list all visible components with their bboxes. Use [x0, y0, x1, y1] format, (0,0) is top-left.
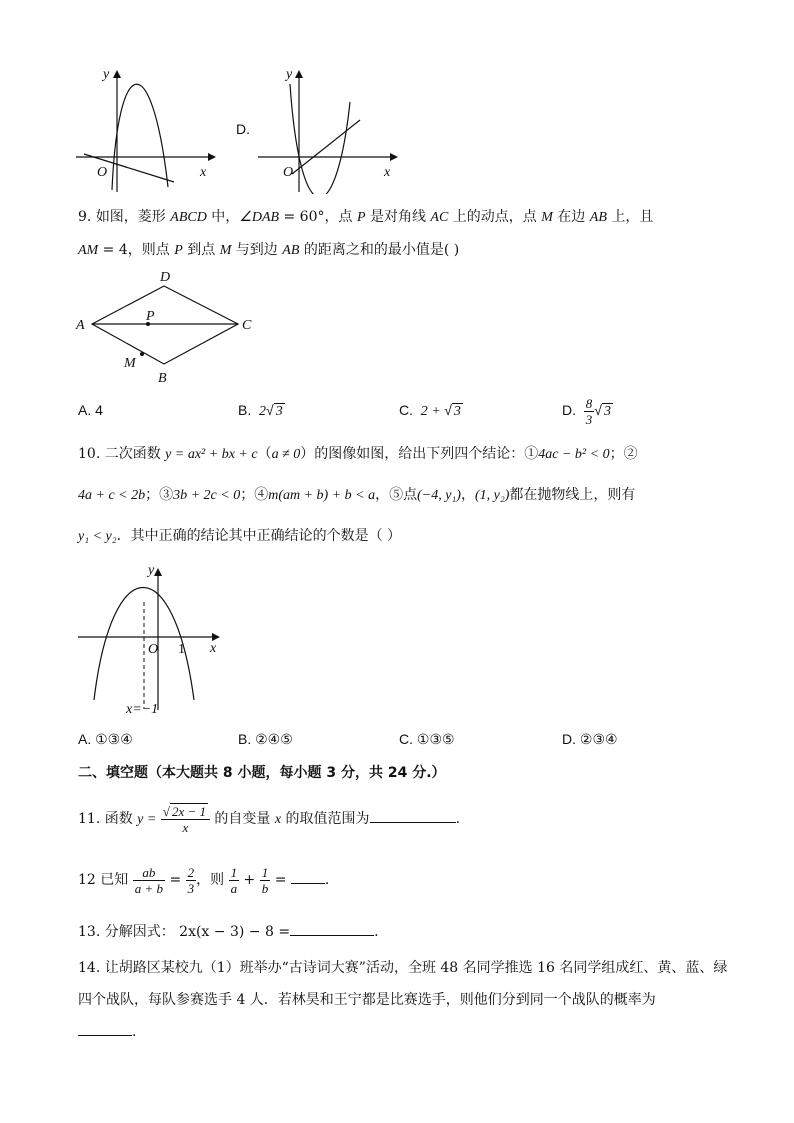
q12-number: 12 — [78, 872, 96, 888]
q10-option-c[interactable]: C. ①③⑤ — [399, 731, 455, 747]
fig-c-y-label: y — [103, 67, 110, 82]
parabola-tick-1: 1 — [178, 642, 185, 657]
option-d-label: D. — [236, 121, 250, 137]
figure-option-d — [252, 62, 402, 194]
label-d: D — [160, 270, 171, 285]
fig-d-x-label: x — [384, 165, 391, 180]
label-b: B — [158, 371, 167, 386]
figure-option-c — [70, 62, 220, 194]
fig-d-y-label: y — [286, 67, 293, 82]
q9-option-c[interactable]: C. 2 + √ 3 — [399, 402, 461, 419]
q11-answer-blank[interactable] — [370, 808, 456, 823]
label-p: P — [146, 309, 155, 324]
q10-line3: y₁ < y₂．其中正确的结论其中正确结论的个数是（ ） — [78, 528, 402, 544]
rhombus-figure — [72, 268, 262, 388]
q11-number: 11. — [78, 811, 101, 827]
q14-line1: 14. 让胡路区某校九（1）班举办“古诗词大赛”活动，全班 48 名同学推选 16 名同学组成红、黄、蓝、绿 — [78, 960, 728, 976]
q12: 12 已知 $\frac{ab}{a + b}$ = $\frac{2}{3}$ ，则 $\frac{1}{a}$ + $\frac{1}{b}$ = . — [78, 864, 330, 896]
q10-option-b[interactable]: B. ②④⑤ — [238, 731, 293, 747]
q14-number: 14. — [78, 960, 101, 976]
q12-answer-blank[interactable] — [291, 869, 325, 884]
q9-option-d[interactable]: D. $\frac{8}{3}$ √ 3 — [562, 396, 611, 427]
q9-line1: 9. 如图，菱形 ABCD 中，∠DAB = 60°，点 P 是对角线 AC 上的动点，点 M 在边 AB 上，且 — [78, 209, 654, 225]
fig-c-origin: O — [97, 165, 108, 180]
label-c: C — [242, 318, 252, 333]
q10-option-a[interactable]: A. ①③④ — [78, 731, 133, 747]
q10-line1: 10. 二次函数 y = ax² + bx + c（a ≠ 0）的图像如图，给出下列四个结论：①4ac − b² < 0；② — [78, 446, 638, 462]
parabola-origin: O — [148, 642, 159, 657]
q13: 13. 分解因式： 2x(x − 3) − 8 = . — [78, 921, 379, 942]
q14-line2: 四个战队，每队参赛选手 4 人．若林昊和王宁都是比赛选手，则他们分到同一个战队的概率为 — [78, 992, 656, 1008]
q10-option-d[interactable]: D. ②③④ — [562, 731, 618, 747]
q9-option-a[interactable]: A. 4 — [78, 402, 103, 418]
q14-line3: . — [78, 1021, 136, 1042]
q13-number: 13. — [78, 924, 101, 940]
fig-d-origin: O — [283, 165, 294, 180]
q10-number: 10. — [78, 446, 101, 462]
q9-option-b[interactable]: B. 2√ 3 — [238, 402, 283, 419]
q10-line2: 4a + c < 2b；③3b + 2c < 0；④m(am + b) + b < a，⑤点(−4, y₁)，(1, y₂)都在抛物线上，则有 — [78, 487, 636, 503]
parabola-x-label: x — [210, 641, 217, 656]
q9-line2: AM = 4，则点 P 到点 M 与到边 AB 的距离之和的最小值是( ) — [78, 242, 460, 258]
q14-answer-blank[interactable] — [78, 1021, 132, 1036]
axis-of-symmetry-label: x=−1 — [126, 702, 159, 717]
q11: 11. 函数 y = $\frac{√ 2x - 1}{x}$ 的自变量 x 的取值范围为 . — [78, 803, 461, 835]
parabola-figure — [72, 560, 232, 720]
section-title: 二、填空题（本大题共 8 小题，每小题 3 分，共 24 分.） — [78, 765, 446, 781]
q9-number: 9. — [78, 209, 92, 225]
parabola-y-label: y — [148, 563, 155, 578]
label-m: M — [124, 356, 136, 371]
fig-c-x-label: x — [200, 165, 207, 180]
q13-answer-blank[interactable] — [290, 921, 374, 936]
label-a: A — [76, 318, 85, 333]
